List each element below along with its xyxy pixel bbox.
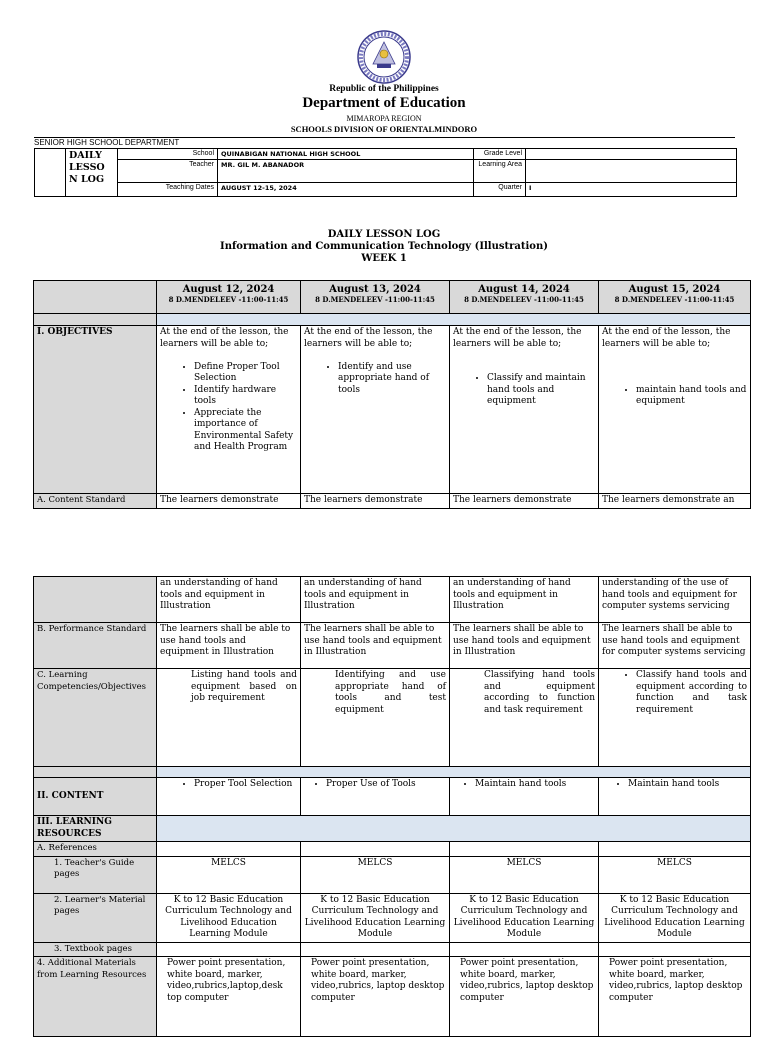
content-standard-cell: understanding of the use of hand tools and equipment for computer systems servicing: [599, 577, 751, 623]
learners-material-cell: K to 12 Basic Education Curriculum Technology and Livelihood Education Learning Module: [157, 893, 301, 942]
dates-value: AUGUST 12-15, 2024: [218, 183, 474, 197]
competency-cell: • Classify hand tools and equipment according to function and task requirement: [599, 669, 751, 767]
performance-standard-cell: The learners shall be able to use hand tools and equipment in Illustration: [301, 623, 450, 669]
learners-material-cell: K to 12 Basic Education Curriculum Technology and Livelihood Education Learning Module: [450, 893, 599, 942]
day-header: August 13, 2024 8 D.MENDELEEV -11:00-11:45: [301, 281, 450, 314]
objective-item: • Appreciate the importance of Environmental Safety and Health Program: [194, 408, 297, 454]
title-line-2: Information and Communication Technology (Illustration): [220, 241, 548, 252]
day-header: August 14, 2024 8 D.MENDELEEV -11:00-11:45: [450, 281, 599, 314]
teachers-guide-label: 1. Teacher's Guide pages: [34, 856, 157, 893]
header-blank-cell: [34, 281, 157, 314]
competency-cell: Classifying hand tools and equipment according to function and task requirement: [450, 669, 599, 767]
content-standard-cell: an understanding of hand tools and equipment in Illustration: [450, 577, 599, 623]
school-label: School: [118, 149, 218, 160]
deped-seal-logo: [357, 30, 411, 84]
objectives-label: I. OBJECTIVES: [34, 326, 157, 494]
day-header: August 15, 2024 8 D.MENDELEEV -11:00-11:45: [599, 281, 751, 314]
teacher-label: Teacher: [118, 160, 218, 183]
objective-item: • Classify and maintain hand tools and equipment: [487, 373, 595, 408]
objectives-cell: At the end of the lesson, the learners will be able to; • Define Proper Tool Selection • Identify hardware tools • Appreciate the importance of Environmental Safety and Health Program: [157, 326, 301, 494]
area-value: [526, 160, 737, 183]
teachers-guide-cell: MELCS: [157, 856, 301, 893]
label-column-cell: [34, 577, 157, 623]
objective-item: • Identify hardware tools: [194, 385, 297, 408]
content-label: II. CONTENT: [34, 778, 157, 816]
teachers-guide-cell: MELCS: [301, 856, 450, 893]
label-column-cell: [34, 767, 157, 778]
grade-value: [526, 149, 737, 160]
textbook-label: 3. Textbook pages: [34, 942, 157, 957]
quarter-value: I: [526, 183, 737, 197]
empty-cell: [450, 842, 599, 857]
learners-material-cell: K to 12 Basic Education Curriculum Technology and Livelihood Education Learning Module: [301, 893, 450, 942]
day-header: August 12, 2024 8 D.MENDELEEV -11:00-11:45: [157, 281, 301, 314]
empty-cell: [157, 942, 301, 957]
objective-item: • Identify and use appropriate hand of tools: [338, 362, 446, 397]
objective-item: • maintain hand tools and equipment: [636, 385, 747, 408]
empty-cell: [599, 842, 751, 857]
performance-standard-cell: The learners shall be able to use hand tools and equipment in Illustration: [450, 623, 599, 669]
empty-cell: [301, 942, 450, 957]
performance-standard-cell: The learners shall be able to use hand tools and equipment for computer systems servicing: [599, 623, 751, 669]
lesson-info-table: [34, 148, 737, 197]
header-division: SCHOOLS DIVISION OF ORIENTALMINDORO: [290, 124, 478, 134]
dates-label: Teaching Dates: [118, 183, 218, 197]
title-line-3: WEEK 1: [361, 253, 407, 264]
lesson-table-page-2: [33, 576, 751, 1037]
additional-materials-cell: Power point presentation, white board, marker, video,rubrics, laptop desktop computer: [450, 957, 599, 1037]
additional-materials-label: 4. Additional Materials from Learning Resources: [34, 957, 157, 1037]
content-cell: • Maintain hand tools: [599, 778, 751, 816]
area-label: Learning Area: [474, 160, 526, 183]
grade-label: Grade Level: [474, 149, 526, 160]
competency-cell: Listing hand tools and equipment based on job requirement: [157, 669, 301, 767]
references-label: A. References: [34, 842, 157, 857]
empty-cell: [450, 942, 599, 957]
objectives-cell: At the end of the lesson, the learners will be able to; • maintain hand tools and equipment: [599, 326, 751, 494]
label-column-cell: [34, 314, 157, 326]
content-standard-cell: The learners demonstrate: [157, 494, 301, 509]
title-line-1: DAILY LESSON LOG: [327, 229, 441, 240]
section-band: [157, 816, 751, 842]
learners-material-cell: K to 12 Basic Education Curriculum Technology and Livelihood Education Learning Module: [599, 893, 751, 942]
competency-cell: Identifying and use appropriate hand of tools and test equipment: [301, 669, 450, 767]
additional-materials-cell: Power point presentation, white board, marker, video,rubrics,laptop,desk top computer: [157, 957, 301, 1037]
objectives-cell: At the end of the lesson, the learners will be able to; • Identify and use appropriate hand of tools: [301, 326, 450, 494]
content-cell: • Proper Tool Selection: [157, 778, 301, 816]
empty-cell: [599, 942, 751, 957]
empty-cell: [301, 842, 450, 857]
section-band: [157, 767, 751, 778]
header-department: Department of Education: [302, 95, 466, 111]
empty-cell: [157, 842, 301, 857]
teacher-value: MR. GIL M. ABANADOR: [218, 160, 474, 183]
objective-item: • Define Proper Tool Selection: [194, 362, 297, 385]
lesson-table-page-1: [33, 280, 751, 509]
performance-standard-cell: The learners shall be able to use hand tools and equipment in Illustration: [157, 623, 301, 669]
teachers-guide-cell: MELCS: [599, 856, 751, 893]
learning-resources-label: III. LEARNING RESOURCES: [34, 816, 157, 842]
competencies-label: C. Learning Competencies/Objectives: [34, 669, 157, 767]
content-standard-cell: The learners demonstrate: [301, 494, 450, 509]
school-value: QUINABIGAN NATIONAL HIGH SCHOOL: [218, 149, 474, 160]
section-band: [157, 314, 751, 326]
performance-standard-label: B. Performance Standard: [34, 623, 157, 669]
content-standard-label: A. Content Standard: [34, 494, 157, 509]
content-cell: • Proper Use of Tools: [301, 778, 450, 816]
additional-materials-cell: Power point presentation, white board, marker, video,rubrics, laptop desktop computer: [301, 957, 450, 1037]
teachers-guide-cell: MELCS: [450, 856, 599, 893]
objectives-cell: At the end of the lesson, the learners will be able to; • Classify and maintain hand tools and equipment: [450, 326, 599, 494]
content-standard-cell: The learners demonstrate an: [599, 494, 751, 509]
additional-materials-cell: Power point presentation, white board, marker, video,rubrics, laptop desktop computer: [599, 957, 751, 1037]
dll-label: DAILY LESSO N LOG: [66, 149, 118, 197]
learners-material-label: 2. Learner's Material pages: [34, 893, 157, 942]
content-cell: • Maintain hand tools: [450, 778, 599, 816]
quarter-label: Quarter: [474, 183, 526, 197]
content-standard-cell: an understanding of hand tools and equipment in Illustration: [301, 577, 450, 623]
header-republic: Republic of the Philippines: [329, 84, 439, 94]
department-line: SENIOR HIGH SCHOOL DEPARTMENT: [34, 138, 180, 147]
document-title: [0, 229, 768, 265]
header-region: MIMAROPA REGION: [346, 114, 422, 123]
content-standard-cell: an understanding of hand tools and equipment in Illustration: [157, 577, 301, 623]
info-blank-cell: [35, 149, 66, 197]
content-standard-cell: The learners demonstrate: [450, 494, 599, 509]
